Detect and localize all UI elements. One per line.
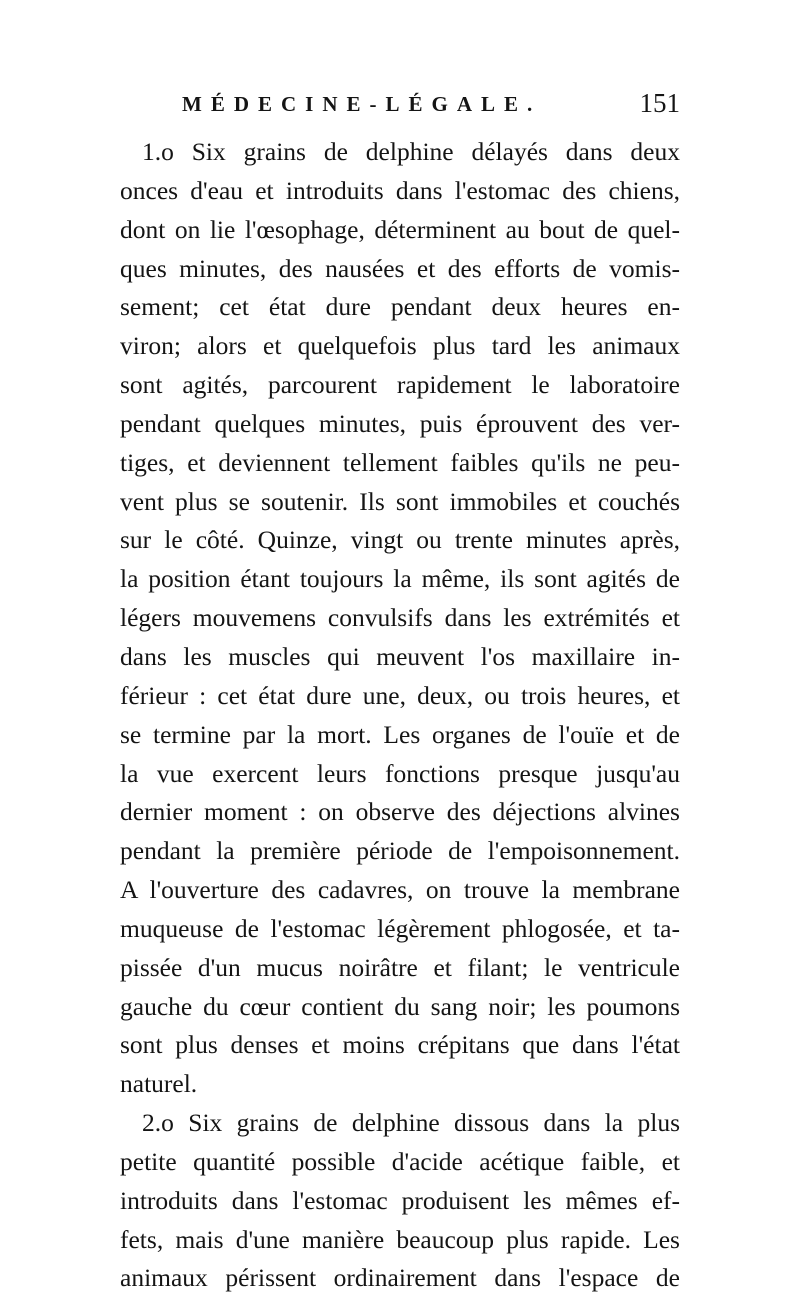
text-line: fets, mais d'une manière beaucoup plus rapide. Les	[120, 1224, 680, 1254]
page-number: 151	[639, 88, 680, 118]
text-line: ques minutes, des nausées et des efforts de vomis-	[120, 253, 680, 283]
text-line: A l'ouverture des cadavres, on trouve la membrane	[120, 875, 680, 905]
text-line: viron; alors et quelquefois plus tard les animaux	[120, 331, 680, 361]
text-line: dernier moment : on observe des déjections alvines	[120, 797, 680, 827]
paragraph-2	[120, 1104, 680, 1298]
text-line: se termine par la mort. Les organes de l'ouïe et de	[120, 719, 680, 749]
text-line: muqueuse de l'estomac légèrement phlogosée, et ta-	[120, 913, 680, 943]
running-head	[120, 88, 680, 126]
text-line: tiges, et deviennent tellement faibles qu'ils ne peu-	[120, 447, 680, 477]
text-line: pissée d'un mucus noirâtre et filant; le ventricule	[120, 952, 680, 982]
text-line: pendant quelques minutes, puis éprouvent des ver-	[120, 408, 680, 438]
text-line: vent plus se soutenir. Ils sont immobiles et couchés	[120, 486, 680, 516]
text-line: dans les muscles qui meuvent l'os maxillaire in-	[120, 641, 680, 671]
text-line: sont plus denses et moins crépitans que dans l'état	[120, 1030, 680, 1060]
text-line: sur le côté. Quinze, vingt ou trente minutes après,	[120, 525, 680, 555]
text-line: férieur : cet état dure une, deux, ou trois heures, et	[120, 680, 680, 710]
text-line: légers mouvemens convulsifs dans les extrémités et	[120, 603, 680, 633]
text-line: dont on lie l'œsophage, déterminent au bout de quel-	[120, 214, 680, 244]
body-text	[120, 133, 680, 1298]
paragraph-1	[120, 133, 680, 1104]
text-line: introduits dans l'estomac produisent les mêmes ef-	[120, 1185, 680, 1215]
text-line: la position étant toujours la même, ils sont agités de	[120, 564, 680, 594]
text-line: gauche du cœur contient du sang noir; les poumons	[120, 991, 680, 1021]
text-line: 1.o Six grains de delphine délayés dans deux	[142, 137, 680, 166]
text-line: petite quantité possible d'acide acétique faible, et	[120, 1146, 680, 1176]
text-line: naturel.	[120, 1069, 198, 1099]
running-title: MÉDECINE-LÉGALE.	[182, 92, 542, 116]
text-line: la vue exercent leurs fonctions presque jusqu'au	[120, 758, 680, 788]
text-line: pendant la première période de l'empoisonnement.	[120, 836, 680, 866]
text-line: sement; cet état dure pendant deux heures en-	[120, 292, 680, 322]
text-line: animaux périssent ordinairement dans l'espace de	[120, 1263, 680, 1293]
text-line: 2.o Six grains de delphine dissous dans la plus	[142, 1108, 680, 1138]
text-line: sont agités, parcourent rapidement le laboratoire	[120, 370, 680, 400]
text-line: onces d'eau et introduits dans l'estomac des chiens,	[120, 175, 680, 205]
